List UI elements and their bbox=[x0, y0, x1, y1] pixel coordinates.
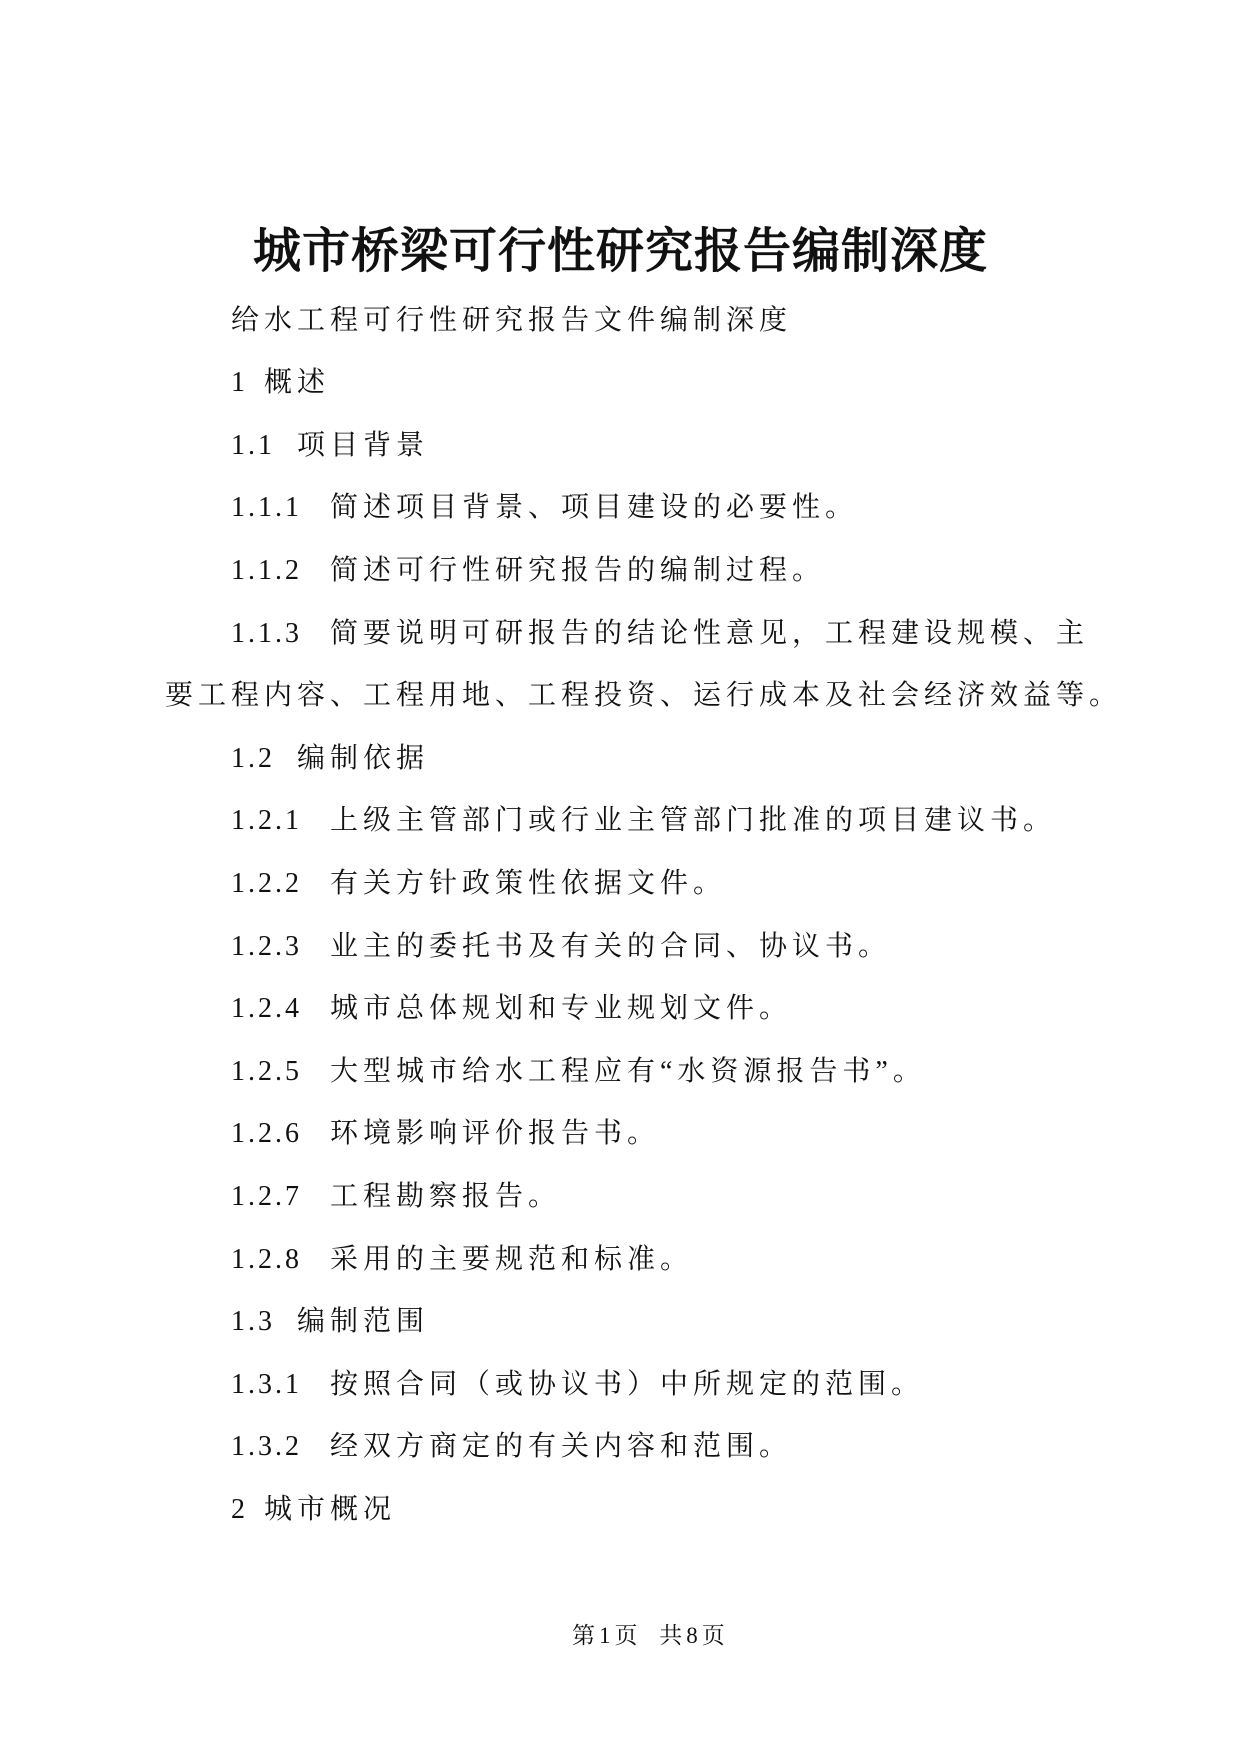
clause-text: 编制依据 bbox=[297, 742, 430, 774]
clause-number: 1.3.2 bbox=[231, 1431, 302, 1463]
clause-text: 简述项目背景、项目建设的必要性。 bbox=[330, 492, 859, 524]
clause-item bbox=[165, 603, 1165, 728]
clause-text: 经双方商定的有关内容和范围。 bbox=[330, 1431, 793, 1463]
clause-number: 2 bbox=[231, 1493, 248, 1525]
clause-number: 1.1.3 bbox=[231, 617, 302, 649]
subsection-heading bbox=[165, 415, 1165, 478]
clause-item bbox=[165, 853, 1165, 916]
clause-text: 环境影响评价报告书。 bbox=[330, 1118, 661, 1150]
section-heading bbox=[165, 1479, 1165, 1542]
clause-item bbox=[165, 1166, 1165, 1229]
clause-number: 1.3 bbox=[231, 1306, 275, 1338]
clause-text: 项目背景 bbox=[297, 429, 430, 461]
clause-text: 工程勘察报告。 bbox=[330, 1180, 562, 1212]
clause-text: 简要说明可研报告的结论性意见，工程建设规模、主 要工程内容、工程用地、工程投资、运行成本及社会经济效益等。 bbox=[165, 617, 1123, 712]
clause-number: 1.1.2 bbox=[231, 554, 302, 586]
clause-number: 1.2.3 bbox=[231, 930, 302, 962]
clause-text: 上级主管部门或行业主管部门批准的项目建议书。 bbox=[330, 805, 1057, 837]
clause-number: 1.2 bbox=[231, 742, 275, 774]
clause-number: 1.3.1 bbox=[231, 1368, 302, 1400]
clause-item bbox=[165, 1416, 1165, 1479]
clause-number: 1.2.8 bbox=[231, 1243, 302, 1275]
clause-item bbox=[165, 540, 1165, 603]
clause-number: 1.1 bbox=[231, 429, 275, 461]
clause-text: 有关方针政策性依据文件。 bbox=[330, 867, 727, 899]
clause-item bbox=[165, 916, 1165, 979]
document-body bbox=[165, 290, 1165, 1542]
clause-number: 1.2.7 bbox=[231, 1180, 302, 1212]
clause-text: 采用的主要规范和标准。 bbox=[330, 1243, 694, 1275]
clause-number: 1.1.1 bbox=[231, 492, 302, 524]
clause-item bbox=[165, 1041, 1165, 1104]
clause-item bbox=[165, 1354, 1165, 1417]
clause-text: 大型城市给水工程应有“水资源报告书”。 bbox=[330, 1055, 926, 1087]
document-title: 城市桥梁可行性研究报告编制深度 bbox=[252, 225, 988, 278]
clause-number: 1.2.5 bbox=[231, 1055, 302, 1087]
clause-text: 业主的委托书及有关的合同、协议书。 bbox=[330, 930, 892, 962]
document-subtitle bbox=[165, 290, 1165, 353]
clause-text: 城市概况 bbox=[264, 1493, 397, 1525]
clause-item bbox=[165, 1229, 1165, 1292]
clause-item bbox=[165, 477, 1165, 540]
subsection-heading bbox=[165, 728, 1165, 791]
clause-number: 1.2.2 bbox=[231, 867, 302, 899]
page-footer: 第1页 共8页 bbox=[572, 1622, 729, 1648]
clause-text: 概述 bbox=[264, 367, 331, 399]
clause-number: 1.2.4 bbox=[231, 993, 302, 1025]
clause-text: 简述可行性研究报告的编制过程。 bbox=[330, 554, 826, 586]
clause-number: 1 bbox=[231, 367, 248, 399]
subsection-heading bbox=[165, 1291, 1165, 1354]
clause-item bbox=[165, 1103, 1165, 1166]
clause-item bbox=[165, 790, 1165, 853]
clause-text: 按照合同（或协议书）中所规定的范围。 bbox=[330, 1368, 925, 1400]
subtitle-text: 给水工程可行性研究报告文件编制深度 bbox=[231, 304, 793, 336]
clause-text: 编制范围 bbox=[297, 1306, 430, 1338]
section-heading bbox=[165, 352, 1165, 415]
clause-item bbox=[165, 978, 1165, 1041]
clause-text: 城市总体规划和专业规划文件。 bbox=[330, 993, 793, 1025]
clause-number: 1.2.1 bbox=[231, 805, 302, 837]
clause-number: 1.2.6 bbox=[231, 1118, 302, 1150]
